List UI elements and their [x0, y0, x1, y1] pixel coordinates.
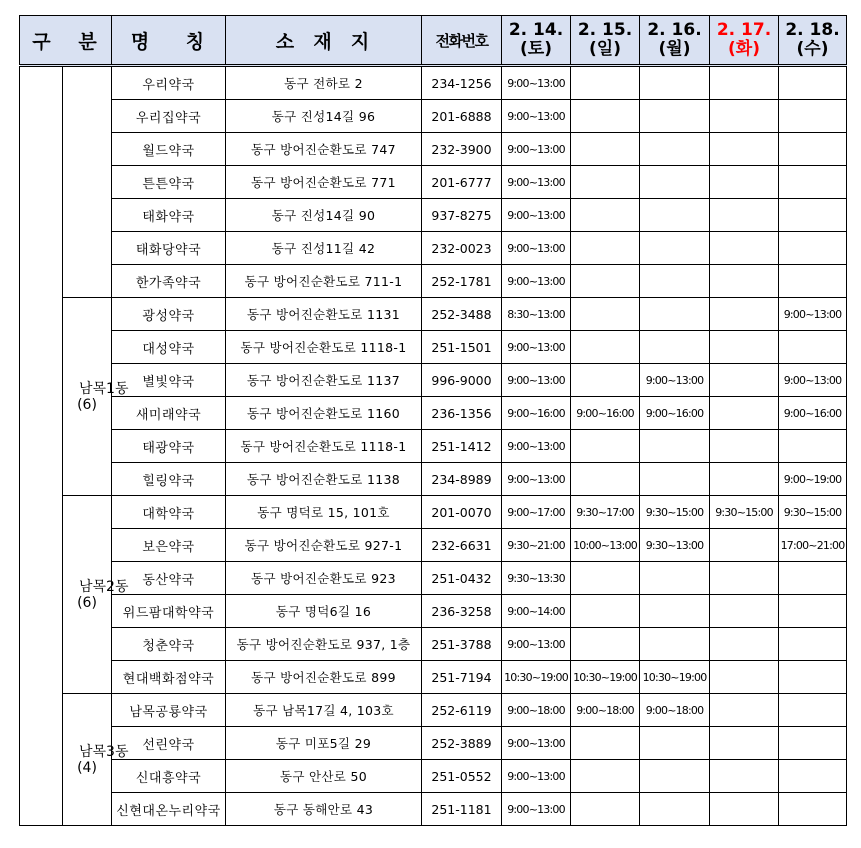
pharmacy-phone: 232-3900	[422, 133, 502, 166]
table-row	[20, 166, 847, 199]
table-row	[20, 232, 847, 265]
pharmacy-phone: 251-1181	[422, 793, 502, 826]
hours-cell: 9:30~15:00	[640, 496, 710, 529]
hours-cell: 9:00~14:00	[502, 595, 571, 628]
pharmacy-name: 대학약국	[112, 496, 226, 529]
hours-cell: 9:00~16:00	[779, 397, 847, 430]
table-row	[20, 793, 847, 826]
table-row	[20, 364, 847, 397]
hours-cell: 9:00~13:00	[502, 463, 571, 496]
hours-cell	[779, 661, 847, 694]
hours-cell	[710, 66, 779, 100]
hours-cell	[779, 265, 847, 298]
pharmacy-address: 동구 진성14길 96	[226, 100, 422, 133]
dong-count: (6)	[77, 594, 97, 611]
table-row	[20, 661, 847, 694]
hours-cell: 9:00~13:00	[502, 166, 571, 199]
pharmacy-name: 보은약국	[112, 529, 226, 562]
table-row	[20, 331, 847, 364]
hours-cell	[710, 694, 779, 727]
table-row	[20, 496, 847, 529]
hours-cell	[710, 628, 779, 661]
pharmacy-address: 동구 방어진순환도로 927-1	[226, 529, 422, 562]
pharmacy-phone: 201-6777	[422, 166, 502, 199]
dong-name: 남목2동	[79, 578, 129, 595]
hours-cell: 9:00~13:00	[502, 265, 571, 298]
hours-cell	[571, 66, 640, 100]
pharmacy-phone: 234-8989	[422, 463, 502, 496]
hours-cell	[779, 694, 847, 727]
hours-cell	[710, 529, 779, 562]
header-gubun: 구 분	[20, 16, 112, 66]
table-row	[20, 463, 847, 496]
table-row	[20, 199, 847, 232]
hours-cell: 9:00~16:00	[571, 397, 640, 430]
hours-cell	[571, 232, 640, 265]
pharmacy-address: 동구 방어진순환도로 711-1	[226, 265, 422, 298]
pharmacy-address: 동구 전하로 2	[226, 66, 422, 100]
hours-cell	[571, 595, 640, 628]
hours-cell: 9:00~19:00	[779, 463, 847, 496]
pharmacy-name: 튼튼약국	[112, 166, 226, 199]
table-row	[20, 133, 847, 166]
pharmacy-phone: 236-1356	[422, 397, 502, 430]
pharmacy-address: 동구 방어진순환도로 1118-1	[226, 430, 422, 463]
pharmacy-phone: 251-1412	[422, 430, 502, 463]
pharmacy-name: 새미래약국	[112, 397, 226, 430]
hours-cell	[710, 397, 779, 430]
hours-cell	[571, 727, 640, 760]
pharmacy-phone: 251-0552	[422, 760, 502, 793]
hours-cell	[640, 331, 710, 364]
pharmacy-name: 월드약국	[112, 133, 226, 166]
pharmacy-name: 대성약국	[112, 331, 226, 364]
hours-cell: 17:00~21:00	[779, 529, 847, 562]
hours-cell: 9:00~13:00	[502, 430, 571, 463]
hours-cell: 10:30~19:00	[502, 661, 571, 694]
hours-cell	[640, 727, 710, 760]
pharmacy-phone: 252-1781	[422, 265, 502, 298]
pharmacy-name: 신대흥약국	[112, 760, 226, 793]
pharmacy-phone: 234-1256	[422, 66, 502, 100]
pharmacy-phone: 996-9000	[422, 364, 502, 397]
hours-cell: 10:00~13:00	[571, 529, 640, 562]
hours-cell	[640, 760, 710, 793]
table-row	[20, 694, 847, 727]
pharmacy-address: 동구 방어진순환도로 1138	[226, 463, 422, 496]
hours-cell: 9:30~13:30	[502, 562, 571, 595]
hours-cell: 9:30~13:00	[640, 529, 710, 562]
pharmacy-name: 태화당약국	[112, 232, 226, 265]
header-name: 명 칭	[112, 16, 226, 66]
hours-cell	[779, 628, 847, 661]
hours-cell	[710, 298, 779, 331]
pharmacy-address: 동구 동해안로 43	[226, 793, 422, 826]
hours-cell	[640, 463, 710, 496]
pharmacy-name: 우리집약국	[112, 100, 226, 133]
pharmacy-phone: 252-3889	[422, 727, 502, 760]
table-row	[20, 562, 847, 595]
hours-cell: 9:00~13:00	[502, 133, 571, 166]
pharmacy-schedule-table	[19, 15, 847, 826]
dong-cell	[63, 694, 129, 826]
dong-cell	[63, 298, 129, 496]
pharmacy-address: 동구 명덕6길 16	[226, 595, 422, 628]
hours-cell	[710, 595, 779, 628]
table-row	[20, 595, 847, 628]
hours-cell	[640, 100, 710, 133]
pharmacy-phone: 251-3788	[422, 628, 502, 661]
pharmacy-name: 현대백화점약국	[112, 661, 226, 694]
table-row	[20, 265, 847, 298]
hours-cell: 9:00~13:00	[502, 232, 571, 265]
hours-cell	[710, 364, 779, 397]
hours-cell	[710, 133, 779, 166]
pharmacy-address: 동구 방어진순환도로 771	[226, 166, 422, 199]
hours-cell	[571, 331, 640, 364]
header-date: 2. 15. (일)	[571, 16, 640, 66]
hours-cell	[779, 232, 847, 265]
hours-cell: 9:30~15:00	[779, 496, 847, 529]
hours-cell: 9:00~13:00	[502, 793, 571, 826]
hours-cell	[571, 133, 640, 166]
pharmacy-address: 동구 안산로 50	[226, 760, 422, 793]
hours-cell: 9:30~21:00	[502, 529, 571, 562]
hours-cell: 10:30~19:00	[571, 661, 640, 694]
table-row	[20, 66, 847, 100]
hours-cell	[710, 199, 779, 232]
hours-cell	[640, 166, 710, 199]
hours-cell: 9:00~13:00	[779, 364, 847, 397]
hours-cell	[571, 199, 640, 232]
pharmacy-phone: 201-0070	[422, 496, 502, 529]
pharmacy-name: 태광약국	[112, 430, 226, 463]
pharmacy-address: 동구 방어진순환도로 1131	[226, 298, 422, 331]
hours-cell	[779, 133, 847, 166]
hours-cell	[779, 166, 847, 199]
pharmacy-phone: 232-0023	[422, 232, 502, 265]
hours-cell	[710, 232, 779, 265]
hours-cell	[571, 628, 640, 661]
hours-cell: 9:00~13:00	[502, 727, 571, 760]
hours-cell	[779, 562, 847, 595]
hours-cell	[571, 463, 640, 496]
hours-cell	[710, 430, 779, 463]
hours-cell	[710, 727, 779, 760]
hours-cell	[710, 760, 779, 793]
hours-cell: 9:00~13:00	[502, 760, 571, 793]
dong-cell	[63, 66, 112, 298]
pharmacy-phone: 236-3258	[422, 595, 502, 628]
dong-cell	[63, 496, 129, 694]
pharmacy-address: 동구 방어진순환도로 747	[226, 133, 422, 166]
pharmacy-name: 한가족약국	[112, 265, 226, 298]
hours-cell	[640, 265, 710, 298]
table-body	[20, 66, 847, 826]
hours-cell: 9:00~13:00	[502, 66, 571, 100]
header-date-holiday: 2. 17. (화)	[710, 16, 779, 66]
hours-cell	[779, 595, 847, 628]
hours-cell	[779, 66, 847, 100]
hours-cell: 9:00~13:00	[640, 364, 710, 397]
hours-cell	[779, 760, 847, 793]
table-row	[20, 100, 847, 133]
hours-cell: 9:00~13:00	[502, 331, 571, 364]
hours-cell: 9:30~15:00	[710, 496, 779, 529]
pharmacy-name: 동산약국	[112, 562, 226, 595]
hours-cell: 10:30~19:00	[640, 661, 710, 694]
hours-cell: 9:00~16:00	[640, 397, 710, 430]
pharmacy-address: 동구 남목17길 4, 103호	[226, 694, 422, 727]
hours-cell	[710, 661, 779, 694]
hours-cell	[640, 232, 710, 265]
pharmacy-address: 동구 진성11길 42	[226, 232, 422, 265]
dong-name: 남목1동	[79, 380, 129, 397]
pharmacy-address: 동구 방어진순환도로 937, 1층	[226, 628, 422, 661]
hours-cell	[640, 628, 710, 661]
pharmacy-phone: 232-6631	[422, 529, 502, 562]
hours-cell: 9:00~18:00	[640, 694, 710, 727]
hours-cell	[640, 793, 710, 826]
hours-cell: 9:00~16:00	[502, 397, 571, 430]
hours-cell	[571, 760, 640, 793]
hours-cell: 9:00~13:00	[502, 628, 571, 661]
pharmacy-name: 위드팜대학약국	[112, 595, 226, 628]
header-date: 2. 18. (수)	[779, 16, 847, 66]
hours-cell: 9:00~13:00	[779, 298, 847, 331]
table-row	[20, 760, 847, 793]
hours-cell	[640, 430, 710, 463]
hours-cell	[710, 562, 779, 595]
hours-cell: 9:00~17:00	[502, 496, 571, 529]
hours-cell	[710, 793, 779, 826]
hours-cell	[640, 595, 710, 628]
pharmacy-name: 남목공룡약국	[112, 694, 226, 727]
header-phone: 전화번호	[422, 16, 502, 66]
hours-cell	[779, 793, 847, 826]
table-row	[20, 430, 847, 463]
dong-name: 남목3동	[79, 743, 129, 760]
hours-cell	[710, 331, 779, 364]
pharmacy-phone: 251-1501	[422, 331, 502, 364]
pharmacy-name: 태화약국	[112, 199, 226, 232]
hours-cell	[571, 100, 640, 133]
hours-cell: 9:00~13:00	[502, 364, 571, 397]
hours-cell	[779, 199, 847, 232]
pharmacy-phone: 937-8275	[422, 199, 502, 232]
table-row	[20, 397, 847, 430]
hours-cell	[571, 430, 640, 463]
pharmacy-phone: 251-0432	[422, 562, 502, 595]
hours-cell	[710, 100, 779, 133]
pharmacy-address: 동구 미포5길 29	[226, 727, 422, 760]
hours-cell	[640, 199, 710, 232]
header-date: 2. 16. (월)	[640, 16, 710, 66]
pharmacy-name: 별빛약국	[112, 364, 226, 397]
hours-cell	[710, 265, 779, 298]
hours-cell	[640, 298, 710, 331]
hours-cell	[571, 562, 640, 595]
hours-cell: 9:30~17:00	[571, 496, 640, 529]
hours-cell	[571, 265, 640, 298]
pharmacy-address: 동구 명덕로 15, 101호	[226, 496, 422, 529]
hours-cell	[779, 430, 847, 463]
hours-cell	[571, 166, 640, 199]
header-address: 소 재 지	[226, 16, 422, 66]
hours-cell: 8:30~13:00	[502, 298, 571, 331]
hours-cell: 9:00~13:00	[502, 199, 571, 232]
hours-cell	[779, 100, 847, 133]
pharmacy-address: 동구 진성14길 90	[226, 199, 422, 232]
gubun-cell	[20, 66, 63, 826]
hours-cell	[571, 364, 640, 397]
hours-cell	[640, 66, 710, 100]
hours-cell	[640, 562, 710, 595]
hours-cell	[571, 793, 640, 826]
header-date: 2. 14. (토)	[502, 16, 571, 66]
hours-cell	[571, 298, 640, 331]
hours-cell: 9:00~13:00	[502, 100, 571, 133]
pharmacy-phone: 252-3488	[422, 298, 502, 331]
hours-cell: 9:00~18:00	[571, 694, 640, 727]
hours-cell	[710, 463, 779, 496]
pharmacy-name: 청춘약국	[112, 628, 226, 661]
pharmacy-address: 동구 방어진순환도로 1137	[226, 364, 422, 397]
dong-count: (6)	[77, 396, 97, 413]
header-row	[20, 16, 847, 66]
hours-cell	[710, 166, 779, 199]
table-row	[20, 298, 847, 331]
hours-cell	[779, 331, 847, 364]
pharmacy-address: 동구 방어진순환도로 899	[226, 661, 422, 694]
pharmacy-name: 광성약국	[112, 298, 226, 331]
hours-cell	[779, 727, 847, 760]
dong-count: (4)	[77, 759, 97, 776]
hours-cell	[640, 133, 710, 166]
pharmacy-phone: 252-6119	[422, 694, 502, 727]
pharmacy-name: 힐링약국	[112, 463, 226, 496]
hours-cell: 9:00~18:00	[502, 694, 571, 727]
pharmacy-address: 동구 방어진순환도로 923	[226, 562, 422, 595]
pharmacy-name: 선린약국	[112, 727, 226, 760]
pharmacy-name: 우리약국	[112, 66, 226, 100]
table-row	[20, 727, 847, 760]
pharmacy-address: 동구 방어진순환도로 1118-1	[226, 331, 422, 364]
pharmacy-phone: 201-6888	[422, 100, 502, 133]
pharmacy-phone: 251-7194	[422, 661, 502, 694]
table-row	[20, 529, 847, 562]
pharmacy-address: 동구 방어진순환도로 1160	[226, 397, 422, 430]
pharmacy-name: 신현대온누리약국	[112, 793, 226, 826]
table-row	[20, 628, 847, 661]
